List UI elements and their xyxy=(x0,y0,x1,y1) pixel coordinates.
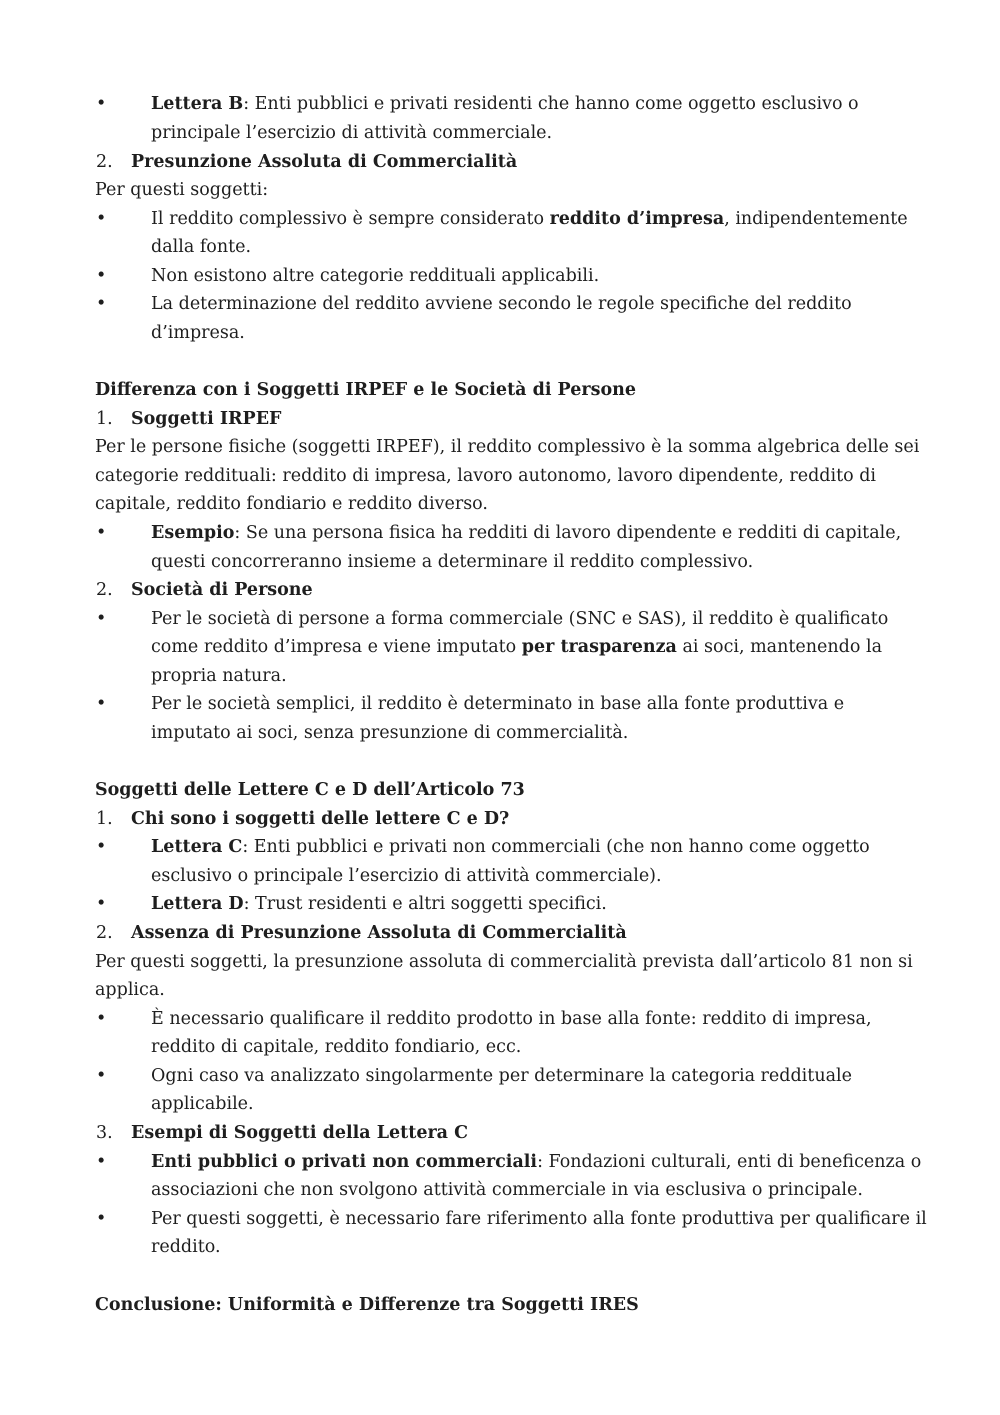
text-line: applicabile. xyxy=(151,1094,254,1114)
list-number: 3. xyxy=(96,1123,113,1143)
text-line: Ogni caso va analizzato singolarmente per determinare la categoria reddituale xyxy=(151,1066,852,1086)
text-line: reddito di capitale, reddito fondiario, ecc. xyxy=(151,1037,522,1057)
text-line: Per le società semplici, il reddito è determinato in base alla fonte produttiva e xyxy=(151,694,845,714)
numbered-heading: Società di Persone xyxy=(131,580,313,600)
bullet: • xyxy=(96,294,107,314)
text-line: Lettera B: Enti pubblici e privati residenti che hanno come oggetto esclusivo o xyxy=(151,94,859,114)
section-heading: Conclusione: Uniformità e Differenze tra Soggetti IRES xyxy=(95,1295,639,1315)
list-number: 1. xyxy=(96,809,113,829)
bold-term: Lettera B xyxy=(151,94,244,114)
text-line: imputato ai soci, senza presunzione di commercialità. xyxy=(151,723,629,743)
bullet: • xyxy=(96,209,107,229)
bold-term: Esempio xyxy=(151,523,235,543)
text-line: Il reddito complessivo è sempre considerato reddito d’impresa, indipendentemente xyxy=(151,209,908,229)
list-number: 1. xyxy=(96,409,113,429)
text-line: categorie reddituali: reddito di impresa, lavoro autonomo, lavoro dipendente, reddito di xyxy=(95,466,877,486)
numbered-heading: Presunzione Assoluta di Commercialità xyxy=(131,152,518,172)
text-line: Per le società di persone a forma commerciale (SNC e SAS), il reddito è qualificato xyxy=(151,609,889,629)
bold-term: Lettera D xyxy=(151,894,244,914)
bullet: • xyxy=(96,1009,107,1029)
bold-term: reddito d’impresa xyxy=(549,209,725,229)
bullet: • xyxy=(96,837,107,857)
section-heading: Soggetti delle Lettere C e D dell’Articolo 73 xyxy=(95,780,525,800)
text-line: associazioni che non svolgono attività commerciale in via esclusiva o principale. xyxy=(151,1180,863,1200)
bullet: • xyxy=(96,1209,107,1229)
text-line: d’impresa. xyxy=(151,323,245,343)
bullet: • xyxy=(96,523,107,543)
bullet: • xyxy=(96,609,107,629)
list-number: 2. xyxy=(96,580,113,600)
text-line: capitale, reddito fondiario e reddito diverso. xyxy=(95,494,488,514)
text-line: principale l’esercizio di attività commerciale. xyxy=(151,123,553,143)
bold-term: per trasparenza xyxy=(521,637,677,657)
text-line: Non esistono altre categorie reddituali applicabili. xyxy=(151,266,600,286)
numbered-heading: Soggetti IRPEF xyxy=(131,409,282,429)
text-line: La determinazione del reddito avviene secondo le regole specifiche del reddito xyxy=(151,294,852,314)
numbered-heading: Assenza di Presunzione Assoluta di Commercialità xyxy=(131,923,627,943)
list-number: 2. xyxy=(96,923,113,943)
text-line: Per questi soggetti: xyxy=(95,180,269,200)
bold-term: Lettera C xyxy=(151,837,243,857)
text-line: Esempio: Se una persona fisica ha redditi di lavoro dipendente e redditi di capitale, xyxy=(151,523,902,543)
list-number: 2. xyxy=(96,152,113,172)
text-line: reddito. xyxy=(151,1237,221,1257)
bullet: • xyxy=(96,894,107,914)
bold-term: Enti pubblici o privati non commerciali xyxy=(151,1152,538,1172)
bullet: • xyxy=(96,266,107,286)
bullet: • xyxy=(96,1066,107,1086)
text-line: applica. xyxy=(95,980,165,1000)
bullet: • xyxy=(96,1152,107,1172)
numbered-heading: Esempi di Soggetti della Lettera C xyxy=(131,1123,469,1143)
text-line: Lettera C: Enti pubblici e privati non commerciali (che non hanno come oggetto xyxy=(151,837,870,857)
text-line: Per questi soggetti, la presunzione assoluta di commercialità prevista dall’articolo 81 non si xyxy=(95,952,913,972)
text-line: È necessario qualificare il reddito prodotto in base alla fonte: reddito di impresa, xyxy=(151,1009,872,1029)
text-line: Per questi soggetti, è necessario fare riferimento alla fonte produttiva per qualificare il xyxy=(151,1209,927,1229)
numbered-heading: Chi sono i soggetti delle lettere C e D? xyxy=(131,809,510,829)
bullet: • xyxy=(96,694,107,714)
bullet: • xyxy=(96,94,107,114)
text-line: Per le persone fisiche (soggetti IRPEF), il reddito complessivo è la somma algebrica delle sei xyxy=(95,437,920,457)
text-line: dalla fonte. xyxy=(151,237,252,257)
text-line: esclusivo o principale l’esercizio di attività commerciale). xyxy=(151,866,662,886)
text-line: come reddito d’impresa e viene imputato per trasparenza ai soci, mantenendo la xyxy=(151,637,883,657)
text-line: propria natura. xyxy=(151,666,287,686)
text-line: Lettera D: Trust residenti e altri soggetti specifici. xyxy=(151,894,607,914)
text-line: Enti pubblici o privati non commerciali: Fondazioni culturali, enti di beneficenza o xyxy=(151,1152,922,1172)
section-heading: Differenza con i Soggetti IRPEF e le Società di Persone xyxy=(95,380,636,400)
text-line: questi concorreranno insieme a determinare il reddito complessivo. xyxy=(151,552,754,572)
